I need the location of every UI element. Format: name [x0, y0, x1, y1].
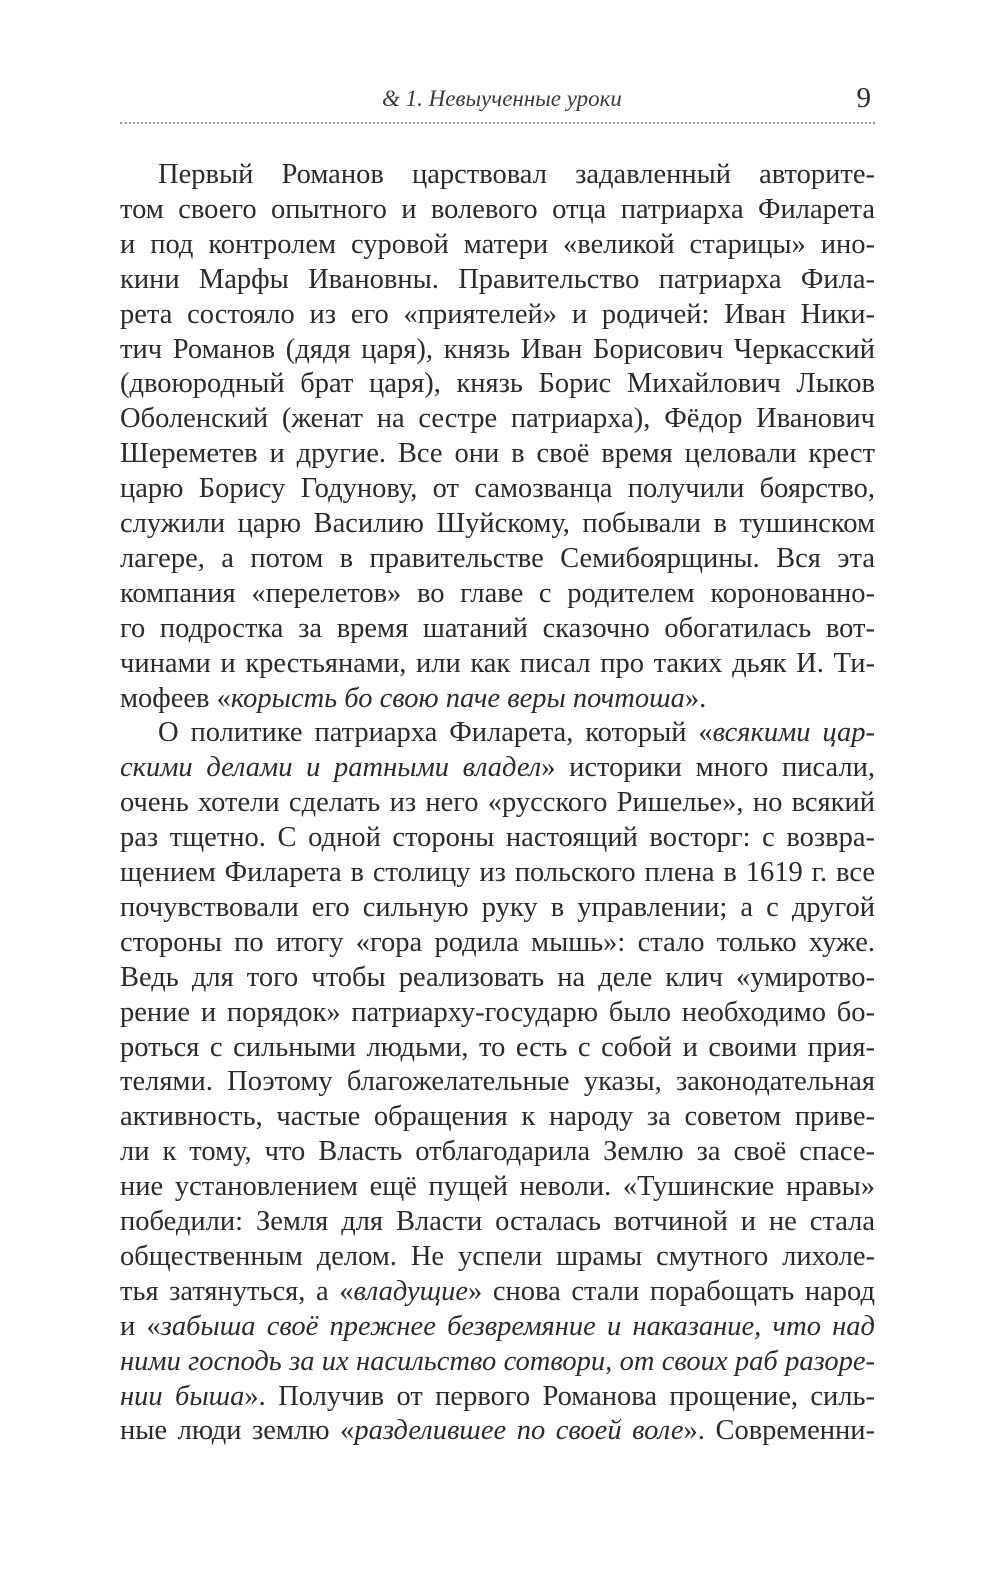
text-line — [120, 1345, 875, 1379]
text-run: почувствовали его сильную руку в управлении; а с другой — [120, 891, 875, 923]
text-run: тья затянуться, а « — [120, 1275, 354, 1307]
text-run: щением Филарета в столицу из польского плена в 1619 г. все — [120, 857, 875, 888]
text-run: (двоюродный брат царя), князь Борис Михайлович Лыков — [120, 368, 875, 400]
text-line — [120, 367, 875, 401]
text-line — [120, 821, 875, 855]
text-line — [120, 193, 875, 227]
text-line — [120, 716, 875, 750]
text-line — [120, 472, 875, 506]
text-line — [120, 786, 875, 820]
running-header — [120, 82, 875, 124]
text-line — [120, 1170, 875, 1204]
text-run: мофеев « — [120, 682, 231, 714]
text-line — [120, 333, 875, 367]
text-run: Первый Романов царствовал задавленный авторите- — [158, 159, 875, 190]
text-line — [120, 1205, 875, 1239]
text-run: рета состояло из его «приятелей» и родичей: Иван Ники- — [120, 298, 875, 330]
text-run: тич Романов (дядя царя), князь Иван Борисович Черкасский — [120, 333, 875, 365]
italic-quote: владущие — [353, 1275, 469, 1307]
text-line — [120, 751, 875, 785]
text-run: стороны по итогу «гора родила мышь»: стало только хуже. — [120, 926, 875, 958]
running-title: & 1. Невыученные уроки — [382, 86, 622, 111]
text-run: ». — [684, 682, 707, 714]
text-run: очень хотели сделать из него «русского Ришелье», но всякий — [120, 787, 875, 819]
text-line — [120, 402, 875, 436]
text-line — [120, 263, 875, 297]
text-run: рение и порядок» патриарху-государю было необходимо бо- — [120, 996, 875, 1028]
text-run: го подростка за время шатаний сказочно обогатилась вот- — [120, 612, 875, 644]
text-run: Оболенский (женат на сестре патриарха), Фёдор Иванович — [120, 403, 875, 435]
text-run: и « — [120, 1310, 161, 1342]
text-run: том своего опытного и волевого отца патриарха Филарета — [120, 193, 875, 225]
text-run: победили: Земля для Власти осталась вотчиной и не стала — [120, 1206, 875, 1237]
italic-quote: забыша своё прежнее безвремяние и наказание, что над — [160, 1310, 875, 1342]
text-line — [120, 1031, 875, 1065]
text-run: ». Получив от первого Романова прощение, силь- — [244, 1380, 875, 1412]
text-run: ». Современни- — [683, 1415, 875, 1447]
text-run: и под контролем суровой матери «великой старицы» ино- — [120, 228, 875, 260]
text-line — [120, 1414, 875, 1448]
text-run: Ведь для того чтобы реализовать на деле клич «умиротво- — [120, 961, 875, 993]
text-line — [120, 1100, 875, 1134]
italic-quote: скими делами и ратными владел — [120, 752, 542, 784]
text-line — [120, 1240, 875, 1274]
text-run: лагере, а потом в правительстве Семибоярщины. Вся эта — [120, 542, 875, 574]
text-run: ние установлением ещё пущей неволи. «Тушинские нравы» — [120, 1171, 875, 1203]
text-line — [120, 926, 875, 960]
text-line — [120, 1310, 875, 1344]
text-run: активность, частые обращения к народу за советом приве- — [120, 1101, 875, 1133]
text-line — [120, 1275, 875, 1309]
text-line — [120, 1135, 875, 1169]
text-line — [120, 507, 875, 541]
text-line — [120, 437, 875, 471]
text-run: царю Борису Годунову, от самозванца получили боярство, — [120, 473, 875, 505]
italic-quote: нии быша — [120, 1380, 245, 1412]
text-run: общественным делом. Не успели шрамы смутного лихоле- — [120, 1240, 875, 1272]
italic-quote: всякими цар- — [712, 717, 875, 749]
text-run: служили царю Василию Шуйскому, побывали в тушинском — [120, 508, 875, 539]
text-line — [120, 612, 875, 646]
text-run: Шереметев и другие. Все они в своё время целовали крест — [120, 438, 875, 470]
text-run: ли к тому, что Власть отблагодарила Землю за своё спасе- — [120, 1136, 875, 1168]
page-number: 9 — [856, 82, 871, 114]
text-line — [120, 891, 875, 925]
text-run: роться с сильными людьми, то есть с собой и своими прия- — [120, 1031, 875, 1063]
text-run: » снова стали порабощать народ — [468, 1275, 875, 1307]
italic-quote: разделившее по своей воле — [354, 1415, 684, 1447]
text-line — [120, 1065, 875, 1099]
text-line — [120, 1380, 875, 1414]
text-line — [120, 647, 875, 681]
text-run: компания «перелетов» во главе с родителем коронованно- — [120, 577, 875, 609]
italic-quote: ними господь за их насильство сотвори, от своих раб разоре- — [120, 1345, 875, 1377]
text-line — [120, 228, 875, 262]
text-line — [120, 682, 875, 716]
text-run: » историки много писали, — [541, 752, 875, 784]
text-line — [120, 961, 875, 995]
text-line — [120, 856, 875, 890]
italic-quote: корысть бо свою паче веры почтоша — [230, 682, 685, 714]
text-line — [120, 158, 875, 192]
text-line — [120, 298, 875, 332]
text-line — [120, 542, 875, 576]
text-run: чинами и крестьянами, или как писал про таких дьяк И. Ти- — [120, 647, 875, 679]
text-line — [120, 996, 875, 1030]
text-run: ные люди землю « — [120, 1415, 355, 1447]
text-run: раз тщетно. С одной стороны настоящий восторг: с возвра- — [120, 822, 875, 854]
text-run: кини Марфы Ивановны. Правительство патриарха Фила- — [120, 263, 875, 295]
text-run: телями. Поэтому благожелательные указы, законодательная — [120, 1066, 875, 1098]
text-run: О политике патриарха Филарета, который « — [158, 717, 713, 749]
text-line — [120, 577, 875, 611]
